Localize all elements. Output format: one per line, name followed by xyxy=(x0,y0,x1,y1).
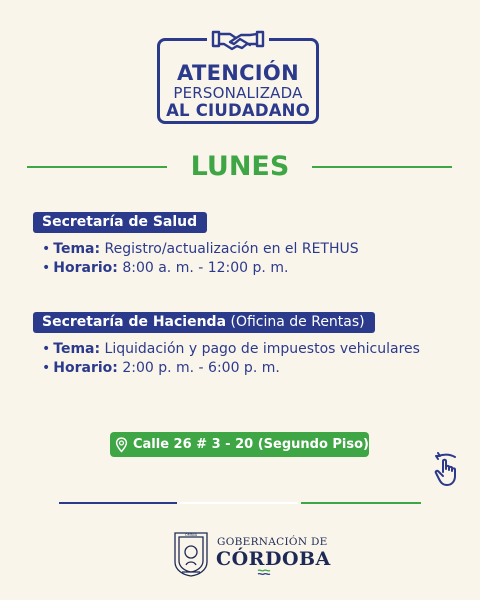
handshake-icon xyxy=(210,28,266,52)
divider-white xyxy=(180,502,298,504)
waves-icon xyxy=(257,568,271,576)
section-salud xyxy=(33,211,359,278)
section-items xyxy=(42,340,420,378)
item-value: 8:00 a. m. - 12:00 p. m. xyxy=(122,260,289,276)
list-item: • Tema: Registro/actualización en el RETHUS xyxy=(42,241,359,257)
list-item: • Tema: Liquidación y pago de impuestos vehiculares xyxy=(42,341,420,357)
item-key: Tema: xyxy=(53,241,101,257)
divider-green xyxy=(301,502,421,504)
section-title xyxy=(33,312,375,333)
address-pill xyxy=(110,432,369,457)
address-text: Calle 26 # 3 - 20 (Segundo Piso) xyxy=(132,437,369,452)
divider-right xyxy=(312,166,452,168)
section-title-extra: (Oficina de Rentas) xyxy=(230,314,365,330)
section-items xyxy=(42,240,359,278)
logo-line-3: AL CIUDADANO xyxy=(166,101,310,120)
handshake-icon-wrap xyxy=(207,27,269,53)
item-value: Liquidación y pago de impuestos vehiculares xyxy=(104,341,420,357)
logo-line-2: PERSONALIZADA xyxy=(173,84,303,102)
item-key: Tema: xyxy=(53,341,101,357)
gov-name: CÓRDOBA xyxy=(216,548,331,570)
gov-label: GOBERNACIÓN DE xyxy=(217,536,328,548)
day-row xyxy=(0,148,480,188)
government-seal xyxy=(172,530,210,578)
item-value: Registro/actualización en el RETHUS xyxy=(104,241,359,257)
section-title-main: Secretaría de Hacienda xyxy=(42,314,227,330)
logo-line-1: ATENCIÓN xyxy=(177,61,299,85)
seal-text: OMNIA xyxy=(184,533,198,537)
item-value: 2:00 p. m. - 6:00 p. m. xyxy=(122,360,280,376)
section-title xyxy=(33,212,207,233)
header-logo xyxy=(157,38,319,124)
swipe-hand-icon xyxy=(432,452,462,488)
list-item: • Horario: 2:00 p. m. - 6:00 p. m. xyxy=(42,360,280,376)
item-key: Horario: xyxy=(53,260,118,276)
item-key: Horario: xyxy=(53,360,118,376)
divider-navy xyxy=(59,502,177,504)
section-hacienda xyxy=(33,311,420,378)
location-pin-icon xyxy=(115,435,128,455)
day-title: LUNES xyxy=(190,151,290,182)
list-item: • Horario: 8:00 a. m. - 12:00 p. m. xyxy=(42,260,289,276)
section-title-main: Secretaría de Salud xyxy=(42,214,198,230)
